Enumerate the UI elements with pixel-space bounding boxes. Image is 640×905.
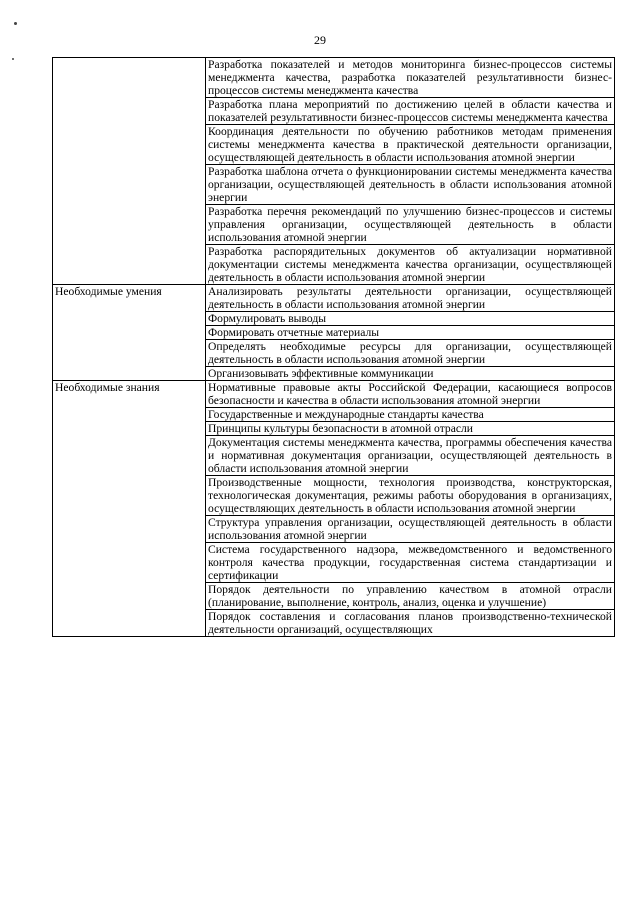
table-cell-item: Порядок составления и согласования планов производственно-технической деятельности организаций, осуществляющих (206, 610, 615, 637)
table-cell-item: Формулировать выводы (206, 312, 615, 326)
table-cell-item: Документация системы менеджмента качества, программы обеспечения качества и нормативная документация организации, осуществляющей деятельность в области использования атомной энергии (206, 436, 615, 476)
table-cell-item: Государственные и международные стандарты качества (206, 408, 615, 422)
table-cell-item: Разработка шаблона отчета о функционировании системы менеджмента качества организации, осуществляющей деятельность в области использования атомной энергии (206, 165, 615, 205)
table-cell-item: Разработка показателей и методов мониторинга бизнес-процессов системы менеджмента качества, разработка показателей результативности бизнес-процессов системы менеджмента качества (206, 58, 615, 98)
table-cell-item: Разработка перечня рекомендаций по улучшению бизнес-процессов и системы управления организации, осуществляющей деятельность в области использования атомной энергии (206, 205, 615, 245)
table-cell-item: Определять необходимые ресурсы для организации, осуществляющей деятельность в области использования атомной энергии (206, 340, 615, 367)
table-cell-item: Принципы культуры безопасности в атомной отрасли (206, 422, 615, 436)
table-cell-item: Разработка распорядительных документов об актуализации нормативной документации системы менеджмента качества организации, осуществляющей деятельность в области использования атомной энергии (206, 245, 615, 285)
table-cell-item: Разработка плана мероприятий по достижению целей в области качества и показателей результативности бизнес-процессов системы менеджмента качества (206, 98, 615, 125)
table-cell-item: Организовывать эффективные коммуникации (206, 367, 615, 381)
section-label (53, 58, 206, 285)
page-number: 29 (314, 33, 326, 47)
scan-dot (12, 58, 14, 60)
competency-table (52, 57, 615, 637)
table-cell-item: Координация деятельности по обучению работников методам применения системы менеджмента качества в практической деятельности организации, осуществляющей деятельность в области использования атомной энергии (206, 125, 615, 165)
table-row (53, 381, 615, 408)
table-cell-item: Нормативные правовые акты Российской Федерации, касающиеся вопросов безопасности и качества в области использования атомной энергии (206, 381, 615, 408)
table-row (53, 58, 615, 98)
table-cell-item: Производственные мощности, технология производства, конструкторская, технологическая документация, режимы работы оборудования в организациях, осуществляющих деятельность в области использования атомной энергии (206, 476, 615, 516)
table-cell-item: Формировать отчетные материалы (206, 326, 615, 340)
table-cell-item: Порядок деятельности по управлению качеством в атомной отрасли (планирование, выполнение, контроль, анализ, оценка и улучшение) (206, 583, 615, 610)
table-cell-item: Анализировать результаты деятельности организации, осуществляющей деятельность в области использования атомной энергии (206, 285, 615, 312)
section-label: Необходимые умения (53, 285, 206, 381)
section-label: Необходимые знания (53, 381, 206, 637)
table-cell-item: Система государственного надзора, межведомственного и ведомственного контроля качества продукции, государственная система стандартизации и сертификации (206, 543, 615, 583)
scan-dot (14, 22, 17, 25)
table-row (53, 285, 615, 312)
table-cell-item: Структура управления организации, осуществляющей деятельность в области использования атомной энергии (206, 516, 615, 543)
